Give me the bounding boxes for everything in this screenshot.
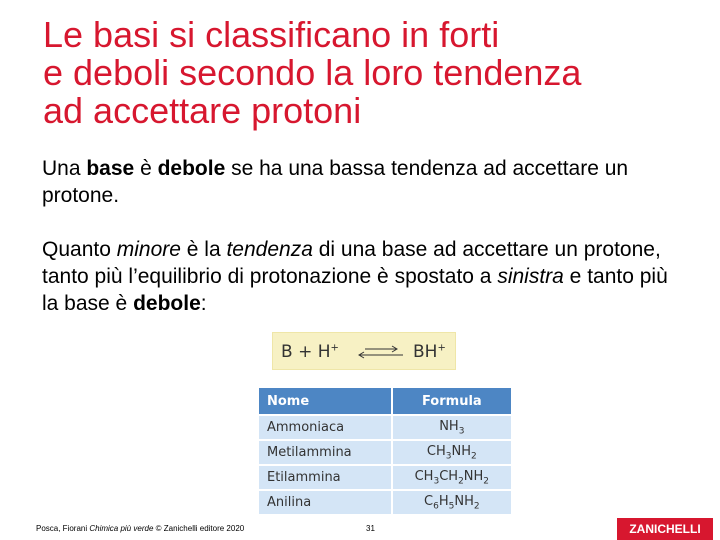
table-row — [258, 465, 512, 490]
protonation-equation — [272, 332, 456, 370]
italic-sinistra: sinistra — [497, 265, 564, 288]
formula-subscript: 2 — [471, 451, 477, 462]
table-header-row — [258, 387, 512, 415]
cell-name: Anilina — [258, 490, 392, 515]
footer-authors: Posca, Fiorani — [36, 524, 90, 533]
equation-left-text: B + H — [281, 342, 331, 362]
text: di una base ad accettare un protone, tanto più l’equilibrio di protonazione è spostato a — [42, 238, 661, 288]
slide-title — [43, 16, 703, 130]
formula-atoms: NH — [463, 468, 484, 484]
footer-publisher: © Zanichelli editore 2020 — [153, 524, 245, 533]
table-row — [258, 490, 512, 515]
formula-subscript: 2 — [458, 476, 464, 487]
table-row — [258, 415, 512, 440]
formula-subscript: 6 — [433, 501, 439, 512]
header-formula: Formula — [392, 387, 512, 415]
bold-debole: debole — [133, 292, 201, 315]
footer-book-title: Chimica più verde — [89, 524, 154, 533]
italic-tendenza: tendenza — [226, 238, 313, 261]
text: Quanto — [42, 238, 117, 261]
formula-subscript: 3 — [445, 451, 452, 462]
formula-atoms: CH — [439, 468, 459, 484]
paragraph-weak-base-definition — [42, 155, 682, 209]
cell-formula — [392, 490, 512, 515]
paragraph-equilibrium — [42, 236, 682, 317]
title-line-3: ad accettare protoni — [43, 90, 362, 131]
weak-bases-table — [257, 386, 513, 516]
cell-name: Ammoniaca — [258, 415, 392, 440]
formula-subscript: 3 — [458, 426, 465, 437]
equation-right-charge: + — [437, 342, 446, 354]
formula-atoms: H — [438, 493, 449, 509]
title-line-1: Le basi si classificano in forti — [43, 14, 500, 55]
equation-right-text: BH — [413, 342, 438, 362]
formula-atoms: C — [424, 493, 434, 509]
formula-atoms: NH — [451, 443, 471, 459]
table-row — [258, 440, 512, 465]
cell-formula — [392, 415, 512, 440]
zanichelli-logo: ZANICHELLI — [617, 518, 713, 540]
formula-atoms: NH — [454, 493, 474, 509]
equation-product — [413, 342, 446, 362]
equilibrium-arrows-icon — [357, 343, 407, 361]
equation-left-charge: + — [330, 342, 339, 354]
formula-atoms: CH — [414, 468, 434, 484]
cell-formula — [392, 440, 512, 465]
text: se ha una bassa tendenza ad accettare un protone. — [42, 157, 629, 207]
equation-reactants — [281, 342, 339, 362]
cell-formula — [392, 465, 512, 490]
title-line-2: e deboli secondo la loro tendenza — [43, 52, 582, 93]
footer-source — [36, 524, 244, 533]
formula-subscript: 2 — [473, 501, 480, 512]
page-number: 31 — [366, 524, 375, 533]
formula-subscript: 3 — [433, 476, 440, 487]
text: : — [200, 292, 207, 315]
text: è — [134, 157, 158, 180]
text: è la — [180, 238, 227, 261]
cell-name: Metilammina — [258, 440, 392, 465]
text: Una — [42, 157, 87, 180]
cell-name: Etilammina — [258, 465, 392, 490]
text: e tanto più la base è — [42, 265, 668, 315]
bold-base: base — [86, 157, 135, 180]
bold-debole: debole — [157, 157, 226, 180]
formula-atoms: NH — [439, 418, 459, 434]
italic-minore: minore — [116, 238, 181, 261]
formula-atoms: CH — [426, 443, 446, 459]
header-nome: Nome — [258, 387, 392, 415]
formula-subscript: 5 — [448, 501, 455, 512]
formula-subscript: 2 — [483, 476, 490, 487]
